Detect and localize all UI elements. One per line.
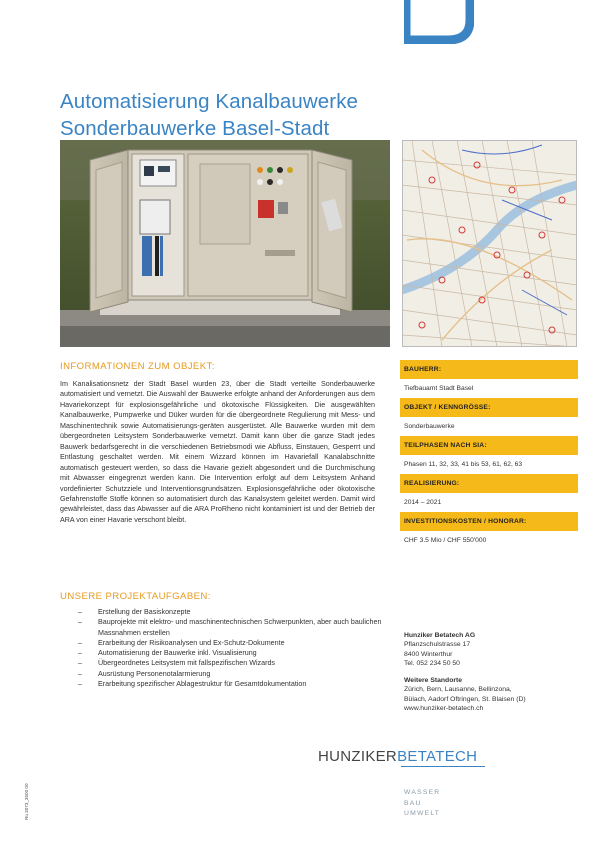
title-line-1: Automatisierung Kanalbauwerke — [60, 90, 359, 113]
document-reference-text: Ru 3073_3500 00 — [24, 783, 29, 820]
task-item: – Automatisierung der Bauwerke inkl. Visualisierung — [78, 648, 388, 658]
phases-value: Phasen 11, 32, 33, 41 bis 53, 61, 62, 63 — [404, 461, 523, 468]
task-item: – Erarbeitung spezifischer Ablagestruktur für Gesamtdokumentation — [78, 679, 388, 689]
task-item: – Erstellung der Basiskonzepte — [78, 607, 388, 617]
locations-line-2: Bülach, Aadorf Oftringen, St. Blaisen (D) — [404, 695, 526, 703]
locations-line-1: Zürich, Bern, Lausanne, Bellinzona, — [404, 686, 512, 694]
costs-value: CHF 3.5 Mio / CHF 550'000 — [404, 537, 487, 544]
company-city: 8400 Winterthur — [404, 650, 453, 658]
task-item: – Ausrüstung Personenotalarmierung — [78, 669, 388, 679]
project-description: Im Kanalisationsnetz der Stadt Basel wurden 23, über die Stadt verteilte Sonderbauwerke automatisiert und vernetzt. Die Auswahl der Bauwerke erfolgte anhand der Anforderungen aus dem Havariekonzept für explosionsgefährliche und ökotoxische Flüssigkeiten. Die ausgewählten Kanalbauwerke, Pumpwerke und Düker wurden für die übergeordnete Regulierung mit Mess- und Maschinentechnik sowie Automatisierungs-geräten ausgerüstet. Alle Bauwerke wurden mit dem übergeordneten Leitsystem Sonderbauwerke vernetzt. Damit kann über die ganze Stadt jedes Bauwerk bedarfsgerecht in die verschiedenen Betriebsmodi wie Abfluss, Einstauen, Gesperrt und Entlastung geschaltet werden. Mit einem Wizzard können im Havariefall Kanalabschnitte automatisch gesteuert werden, so dass die Havarie gezielt abgesondert und die Durchmischung mit Abwasser eingegrenzt werden kann. Die Intervention erfolgt auf dem Leitsystem Anhand vordefinierter Schutzziele und Interventionsgrundsätzen. Explosionsgefährliche oder ökotoxische Gefahrenstoffe Stoffe können so automatisiert durch das Kanalsystem geleitet werden. Damit wird gewährleistet, dass das Abwasser auf die ARA ProRheno nicht kontaminiert ist und der Betrieb der ARA von einer Havarie verschont bleibt. — [60, 380, 375, 524]
claim-construction: BAU — [404, 799, 422, 807]
company-logo-mark — [404, 0, 474, 44]
realisation-value: 2014 – 2021 — [404, 499, 442, 506]
object-value: Sonderbauwerke — [404, 423, 455, 430]
realisation-label: REALISIERUNG: — [400, 474, 578, 493]
locations-heading: Weitere Standorte — [404, 677, 463, 685]
task-list — [78, 607, 388, 689]
brand-claims — [404, 788, 440, 820]
brand-part-2: BETATECH — [397, 748, 478, 765]
company-phone: Tel. 052 234 50 50 — [404, 659, 460, 667]
claim-environment: UMWELT — [404, 810, 441, 817]
brand-part-1: HUNZIKER — [318, 748, 398, 765]
page-title — [60, 88, 420, 142]
title-line-2: Sonderbauwerke Basel-Stadt — [60, 117, 330, 140]
company-name: Hunziker Betatech AG — [404, 632, 476, 639]
task-item: – Bauprojekte mit elektro- und maschinentechnischen Schwerpunkten, aber auch baulichen Massnahmen erstellen — [78, 617, 388, 638]
project-facts — [400, 360, 578, 550]
task-item: – Übergeordnetes Leitsystem mit fallspezifischen Wizards — [78, 658, 388, 668]
document-reference — [24, 760, 34, 820]
info-heading: INFORMATIONEN ZUM OBJEKT: — [60, 361, 215, 372]
control-cabinet-photo — [60, 140, 390, 347]
client-label: BAUHERR: — [400, 360, 578, 379]
client-value: Tiefbauamt Stadt Basel — [404, 385, 474, 392]
contact-block — [404, 631, 584, 713]
task-item: – Erarbeitung der Risikoanalysen und Ex-Schutz-Dokumente — [78, 638, 388, 648]
company-website[interactable]: www.hunziker-betatech.ch — [404, 705, 484, 713]
tasks-heading: UNSERE PROJEKTAUFGABEN: — [60, 591, 211, 602]
company-street: Pflanzschulstrasse 17 — [404, 641, 471, 649]
phases-label: TEILPHASEN NACH SIA: — [400, 436, 578, 455]
costs-label: INVESTITIONSKOSTEN / HONORAR: — [400, 512, 578, 531]
brand-wordmark — [318, 748, 477, 765]
location-map — [402, 140, 577, 347]
object-label: OBJEKT / KENNGRÖSSE: — [400, 398, 578, 417]
claim-water: WASSER — [404, 789, 441, 796]
brand-underline — [401, 766, 485, 767]
